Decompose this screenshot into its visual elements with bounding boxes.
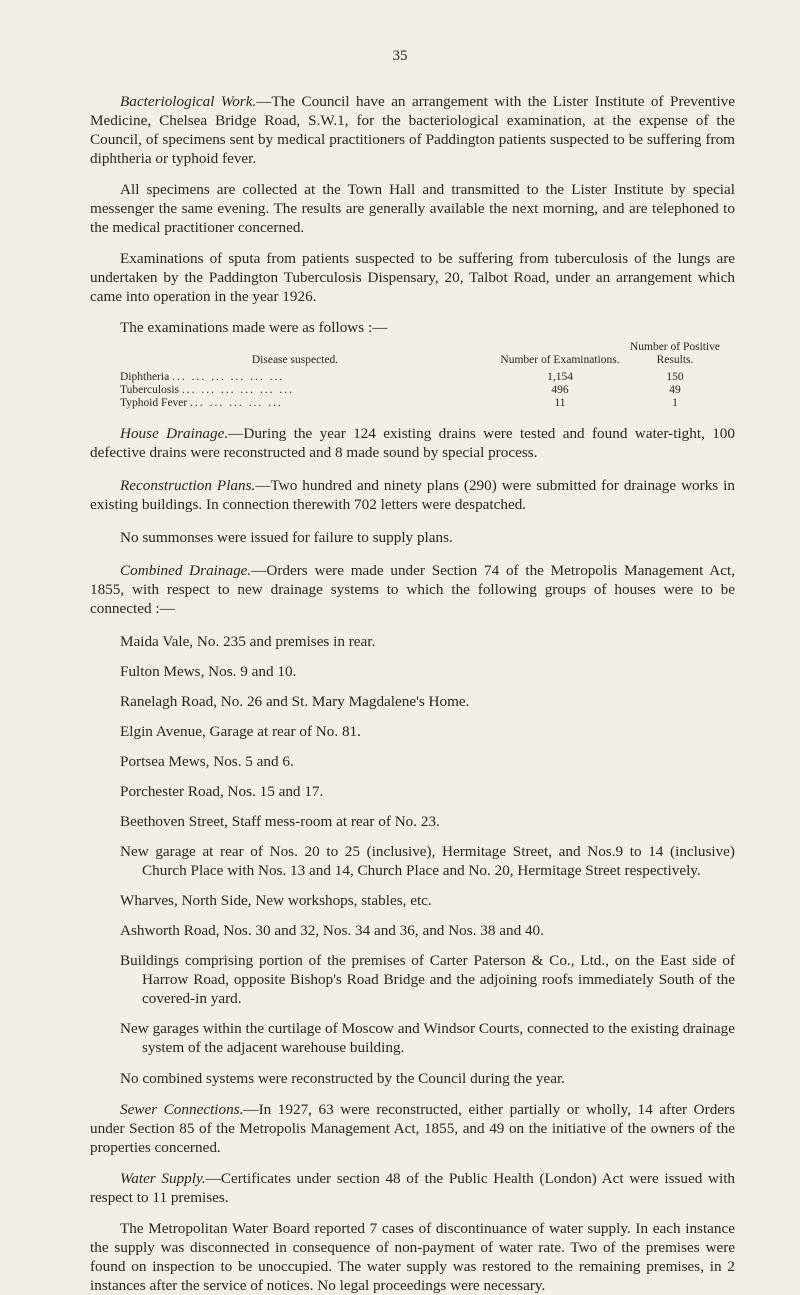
page-body — [90, 92, 735, 1295]
table-header — [90, 341, 735, 367]
table-body — [90, 371, 735, 410]
row-examinations: 11 — [554, 397, 566, 409]
reconstruction-text: —Two hundred and ninety plans (290) were submitted for drainage works in existing buildings. In connection therewith 702 letters were despatched. — [90, 477, 736, 513]
row-disease: Diphtheria — [120, 371, 170, 383]
summonses-paragraph: No summonses were issued for failure to supply plans. — [120, 529, 453, 546]
reconstruction-paragraph — [90, 476, 735, 514]
list-item: Portsea Mews, Nos. 5 and 6. — [120, 753, 294, 770]
sewer-paragraph — [90, 1100, 735, 1157]
row-positive: 1 — [672, 397, 678, 409]
row-examinations: 496 — [551, 384, 569, 396]
no-combined-paragraph: No combined systems were reconstructed by the Council during the year. — [120, 1070, 565, 1087]
combined-text: —Orders were made under Section 74 of the Metropolis Management Act, 1855, with respect to new drainage systems to which the following groups of houses were to be connected :— — [90, 562, 735, 617]
combined-paragraph — [90, 561, 735, 618]
row-dots: ... ... ... ... ... — [190, 397, 283, 409]
bacteriological-heading: Bacteriological Work. — [120, 93, 257, 110]
list-item: New garage at rear of Nos. 20 to 25 (inclusive), Hermitage Street, and Nos.9 to 14 (inclusive) Church Place with Nos. 13 and 14, Church Place and No. 20, Hermitage Street respectively. — [120, 843, 735, 879]
row-dots: ... ... ... ... ... ... — [181, 384, 294, 396]
row-disease: Typhoid Fever — [120, 397, 188, 409]
examinations-intro: The examinations made were as follows :— — [120, 319, 388, 336]
sewer-text: —In 1927, 63 were reconstructed, either partially or wholly, 14 after Orders under Section 85 of the Metropolis Management Act, 1855, and 49 on the initiative of the owners of the properties concerned. — [90, 1101, 736, 1156]
table-row — [90, 371, 735, 384]
bacteriological-text: —The Council have an arrangement with the Lister Institute of Preventive Medicine, Chelsea Bridge Road, S.W.1, for the bacteriological examination, at the expense of the Council, of specimens sent by medical practitioners of Paddington patients suspected to be suffering from diphtheria or typhoid fever. — [90, 93, 735, 167]
water-text: —Certificates under section 48 of the Public Health (London) Act were issued with respect to 11 premises. — [90, 1170, 736, 1206]
bacteriological-paragraph — [90, 92, 735, 168]
list-item: Elgin Avenue, Garage at rear of No. 81. — [120, 723, 361, 740]
water-heading: Water Supply. — [120, 1170, 206, 1187]
groups-list — [90, 632, 735, 1057]
row-positive: 150 — [666, 371, 684, 383]
list-item: Beethoven Street, Staff mess-room at rear of No. 23. — [120, 813, 440, 830]
table-row — [90, 384, 735, 397]
header-disease: Disease suspected. — [251, 354, 339, 366]
row-examinations: 1,154 — [547, 371, 573, 383]
list-item: Ashworth Road, Nos. 30 and 32, Nos. 34 and 36, and Nos. 38 and 40. — [120, 922, 544, 939]
list-item: Maida Vale, No. 235 and premises in rear. — [120, 633, 376, 650]
header-examinations: Number of Examinations. — [500, 354, 620, 366]
sewer-heading: Sewer Connections. — [120, 1101, 244, 1118]
list-item: Fulton Mews, Nos. 9 and 10. — [120, 663, 297, 680]
row-dots: ... ... ... ... ... ... — [172, 371, 285, 383]
combined-heading: Combined Drainage. — [120, 562, 252, 579]
row-positive: 49 — [669, 384, 681, 396]
list-item: Ranelagh Road, No. 26 and St. Mary Magdalene's Home. — [120, 693, 470, 710]
list-item: New garages within the curtilage of Moscow and Windsor Courts, connected to the existing drainage system of the adjacent warehouse building. — [120, 1020, 735, 1056]
list-item: Buildings comprising portion of the premises of Carter Paterson & Co., Ltd., on the East side of Harrow Road, opposite Bishop's Road Bridge and the adjoining roofs immediately South of the covered-in yard. — [120, 952, 735, 1007]
water-paragraph — [90, 1169, 735, 1207]
table-row — [90, 397, 735, 410]
specimens-paragraph: All specimens are collected at the Town Hall and transmitted to the Lister Institute by special messenger the same evening. The results are generally available the next morning, and are telephoned to the medical practitioner concerned. — [90, 181, 735, 236]
reconstruction-heading: Reconstruction Plans. — [120, 477, 256, 494]
examinations-table — [90, 341, 735, 410]
row-disease: Tuberculosis — [120, 384, 179, 396]
page-number: 35 — [392, 48, 408, 64]
sputa-paragraph: Examinations of sputa from patients suspected to be suffering from tuberculosis of the lungs are undertaken by the Paddington Tuberculosis Dispensary, 20, Talbot Road, under an arrangement which came into operation in the year 1926. — [90, 250, 735, 305]
list-item: Porchester Road, Nos. 15 and 17. — [120, 783, 324, 800]
list-item: Wharves, North Side, New workshops, stables, etc. — [120, 892, 432, 909]
drainage-text: —During the year 124 existing drains were tested and found water-tight, 100 defective drains were reconstructed and 8 made sound by special process. — [90, 425, 735, 461]
drainage-heading: House Drainage. — [120, 425, 229, 442]
drainage-paragraph — [90, 424, 735, 462]
metropolitan-paragraph: The Metropolitan Water Board reported 7 cases of discontinuance of water supply. In each instance the supply was disconnected in consequence of non-payment of water rate. Two of the premises were found on inspection to be unoccupied. The water supply was restored to the remaining premises, in 2 instances after the service of notices. No legal proceedings were necessary. — [90, 1220, 735, 1294]
header-positive: Number of Positive Results. — [629, 341, 721, 366]
